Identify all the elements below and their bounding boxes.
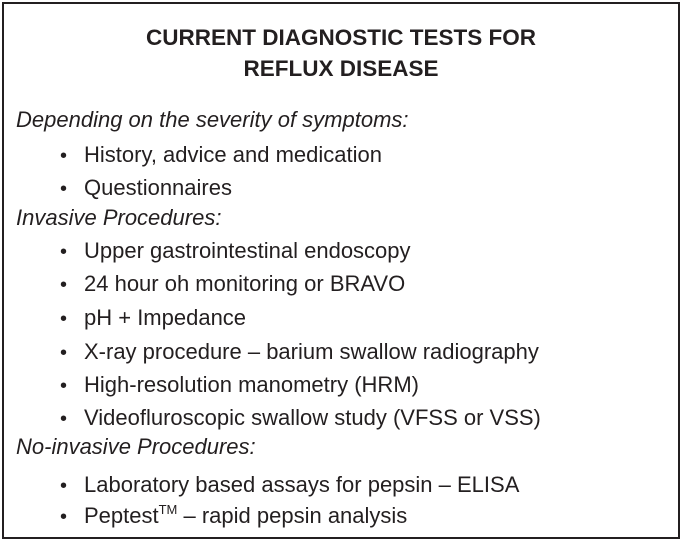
list-item-text: History, advice and medication (84, 142, 382, 167)
section-heading-severity: Depending on the severity of symptoms: (16, 107, 409, 132)
list-item (60, 337, 539, 368)
list-item (60, 269, 405, 300)
list-item (60, 173, 232, 204)
bullet-icon: • (60, 506, 68, 528)
bullet-icon: • (60, 342, 68, 364)
list-item-text: pH + Impedance (84, 305, 247, 330)
list-item (60, 470, 519, 501)
list-item (60, 501, 407, 532)
bullet-icon: • (60, 308, 68, 330)
bullet-icon: • (60, 475, 68, 497)
list-item (60, 236, 411, 267)
list-item (60, 303, 246, 334)
list-item (60, 403, 541, 434)
list-item-text: Laboratory based assays for pepsin – ELISA (84, 472, 520, 497)
trademark-superscript: TM (158, 502, 178, 517)
bullet-icon: • (60, 375, 68, 397)
list-item-text: X-ray procedure – barium swallow radiography (84, 339, 539, 364)
bullet-icon: • (60, 145, 68, 167)
list-item-text: Videofluroscopic swallow study (VFSS or VSS) (84, 405, 541, 430)
diagnostic-tests-box (2, 2, 680, 539)
bullet-icon: • (60, 241, 68, 263)
list-item (60, 370, 419, 401)
list-item-text: 24 hour oh monitoring or BRAVO (84, 271, 406, 296)
bullet-icon: • (60, 408, 68, 430)
list-item-text: Questionnaires (84, 175, 232, 200)
title-line-2: REFLUX DISEASE (243, 56, 439, 81)
list-item (60, 140, 382, 171)
peptest-name: Peptest (84, 503, 159, 528)
bullet-icon: • (60, 178, 68, 200)
list-item-text: Upper gastrointestinal endoscopy (84, 238, 411, 263)
list-item-text: High-resolution manometry (HRM) (84, 372, 419, 397)
bullet-icon: • (60, 274, 68, 296)
peptest-description: – rapid pepsin analysis (177, 503, 408, 528)
section-heading-non-invasive: No-invasive Procedures: (16, 434, 256, 459)
title-line-1: CURRENT DIAGNOSTIC TESTS FOR (145, 25, 536, 50)
section-heading-invasive: Invasive Procedures: (16, 205, 222, 230)
